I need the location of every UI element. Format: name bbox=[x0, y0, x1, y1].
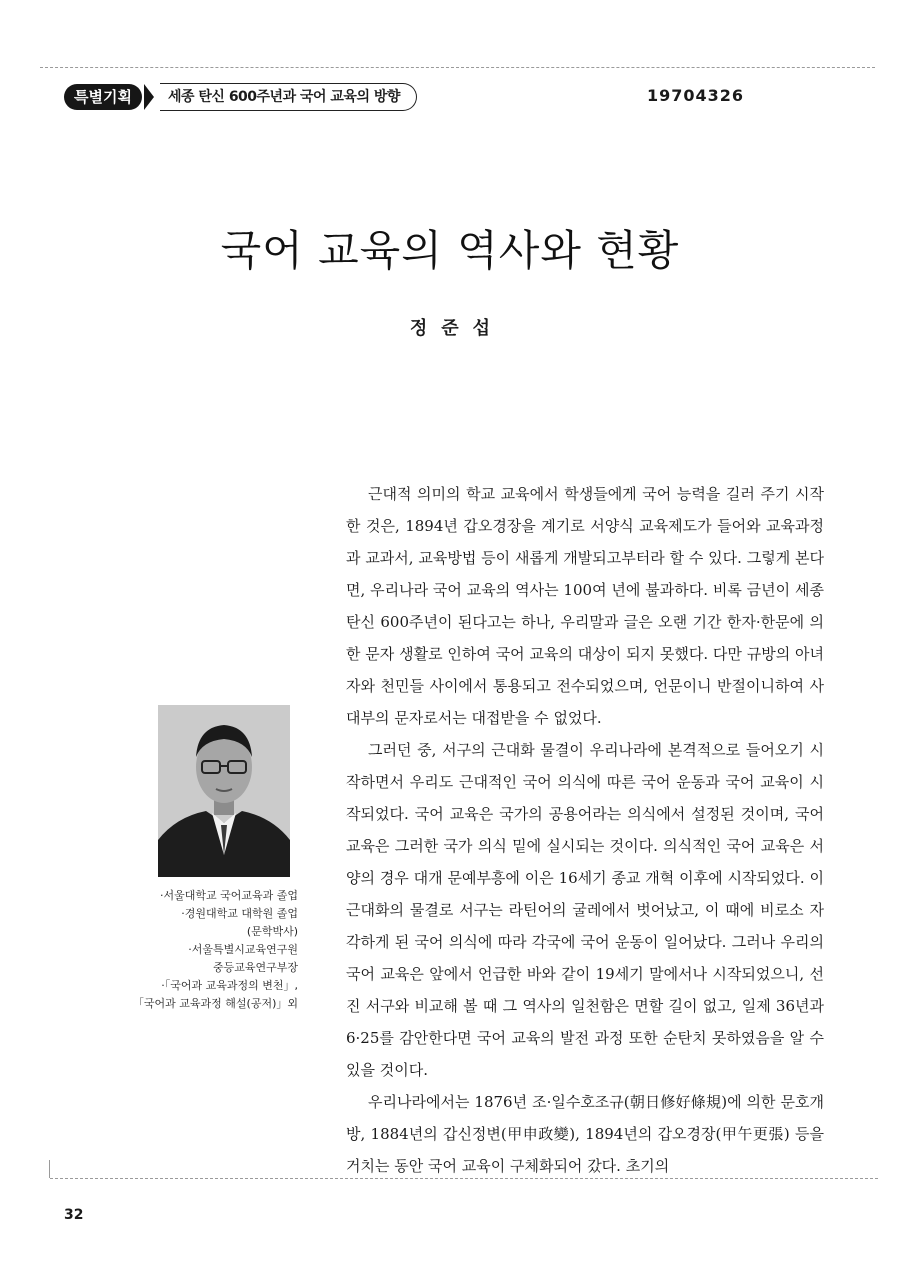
series-badge: 특별기획 bbox=[64, 84, 142, 110]
bio-line: 중등교육연구부장 bbox=[212, 961, 298, 974]
chevron-right-icon bbox=[144, 84, 154, 110]
author-photo bbox=[158, 705, 290, 877]
author-bio bbox=[98, 887, 298, 1013]
bio-line: (문학박사) bbox=[246, 925, 298, 938]
article-author: 정준섭 bbox=[409, 318, 505, 339]
page-number: 32 bbox=[64, 1207, 84, 1223]
top-dashed-rule bbox=[40, 67, 875, 68]
bio-line: 「국어과 교육과정 해설(공저)」외 bbox=[132, 997, 298, 1010]
bio-line: ·「국어과 교육과정의 변천」, bbox=[161, 979, 298, 992]
body-paragraph: 근대적 의미의 학교 교육에서 학생들에게 국어 능력을 길러 주기 시작한 것은, 1894년 갑오경장을 계기로 서양식 교육제도가 들어와 교육과정과 교과서, 교육방법 등이 새롭게 개발되고부터라 할 수 있다. 그렇게 본다면, 우리나라 국어 교육의 역사는 100여 년에 불과하다. 비록 금년이 세종 탄신 600주년이 된다고는 하나, 우리말과 글은 오랜 기간 한자·한문에 의한 문자 생활로 인하여 국어 교육의 대상이 되지 못했다. 다만 규방의 아녀자와 천민들 사이에서 통용되고 전수되었으며, 언문이니 반절이니하여 사대부의 문자로서는 대접받을 수 없었다. bbox=[346, 485, 824, 727]
bottom-rule-tick bbox=[49, 1160, 50, 1178]
series-banner bbox=[64, 83, 417, 111]
bio-line: ·경원대학교 대학원 졸업 bbox=[181, 907, 298, 920]
bottom-dashed-rule bbox=[50, 1178, 878, 1179]
series-title: 세종 탄신 600주년과 국어 교육의 방향 bbox=[160, 83, 417, 111]
article-title: 국어 교육의 역사와 현황 bbox=[220, 226, 680, 275]
article-body bbox=[346, 478, 824, 1182]
bio-line: ·서울대학교 국어교육과 졸업 bbox=[159, 889, 298, 902]
bio-line: ·서울특별시교육연구원 bbox=[188, 943, 298, 956]
portrait-icon bbox=[158, 705, 290, 877]
document-code: 19704326 bbox=[647, 86, 745, 105]
body-paragraph: 그러던 중, 서구의 근대화 물결이 우리나라에 본격적으로 들어오기 시작하면서 우리도 근대적인 국어 의식에 따른 국어 운동과 국어 교육이 시작되었다. 국어 교육은 국가의 공용어라는 의식에서 설정된 것이며, 국어 교육은 그러한 국가 의식 밑에 실시되는 것이다. 의식적인 국어 교육은 서양의 경우 대개 문예부흥에 이은 16세기 종교 개혁 이후에 시작되었다. 이 근대화의 물결로 서구는 라틴어의 굴레에서 벗어났고, 이 때에 비로소 자각하게 된 국어 의식에 따라 각국에 국어 운동이 일어났다. 그러나 우리의 국어 교육은 앞에서 언급한 바와 같이 19세기 말에서나 시작되었으니, 선진 서구와 비교해 볼 때 그 역사의 일천함은 면할 길이 없고, 일제 36년과 6·25를 감안한다면 국어 교육의 발전 과정 또한 순탄치 못하였음을 알 수 있을 것이다. bbox=[346, 741, 824, 1079]
body-paragraph: 우리나라에서는 1876년 조·일수호조규(朝日修好條規)에 의한 문호개방, 1884년의 갑신정변(甲申政變), 1894년의 갑오경장(甲午更張) 등을 거치는 동안 국어 교육이 구체화되어 갔다. 초기의 bbox=[346, 1093, 824, 1175]
